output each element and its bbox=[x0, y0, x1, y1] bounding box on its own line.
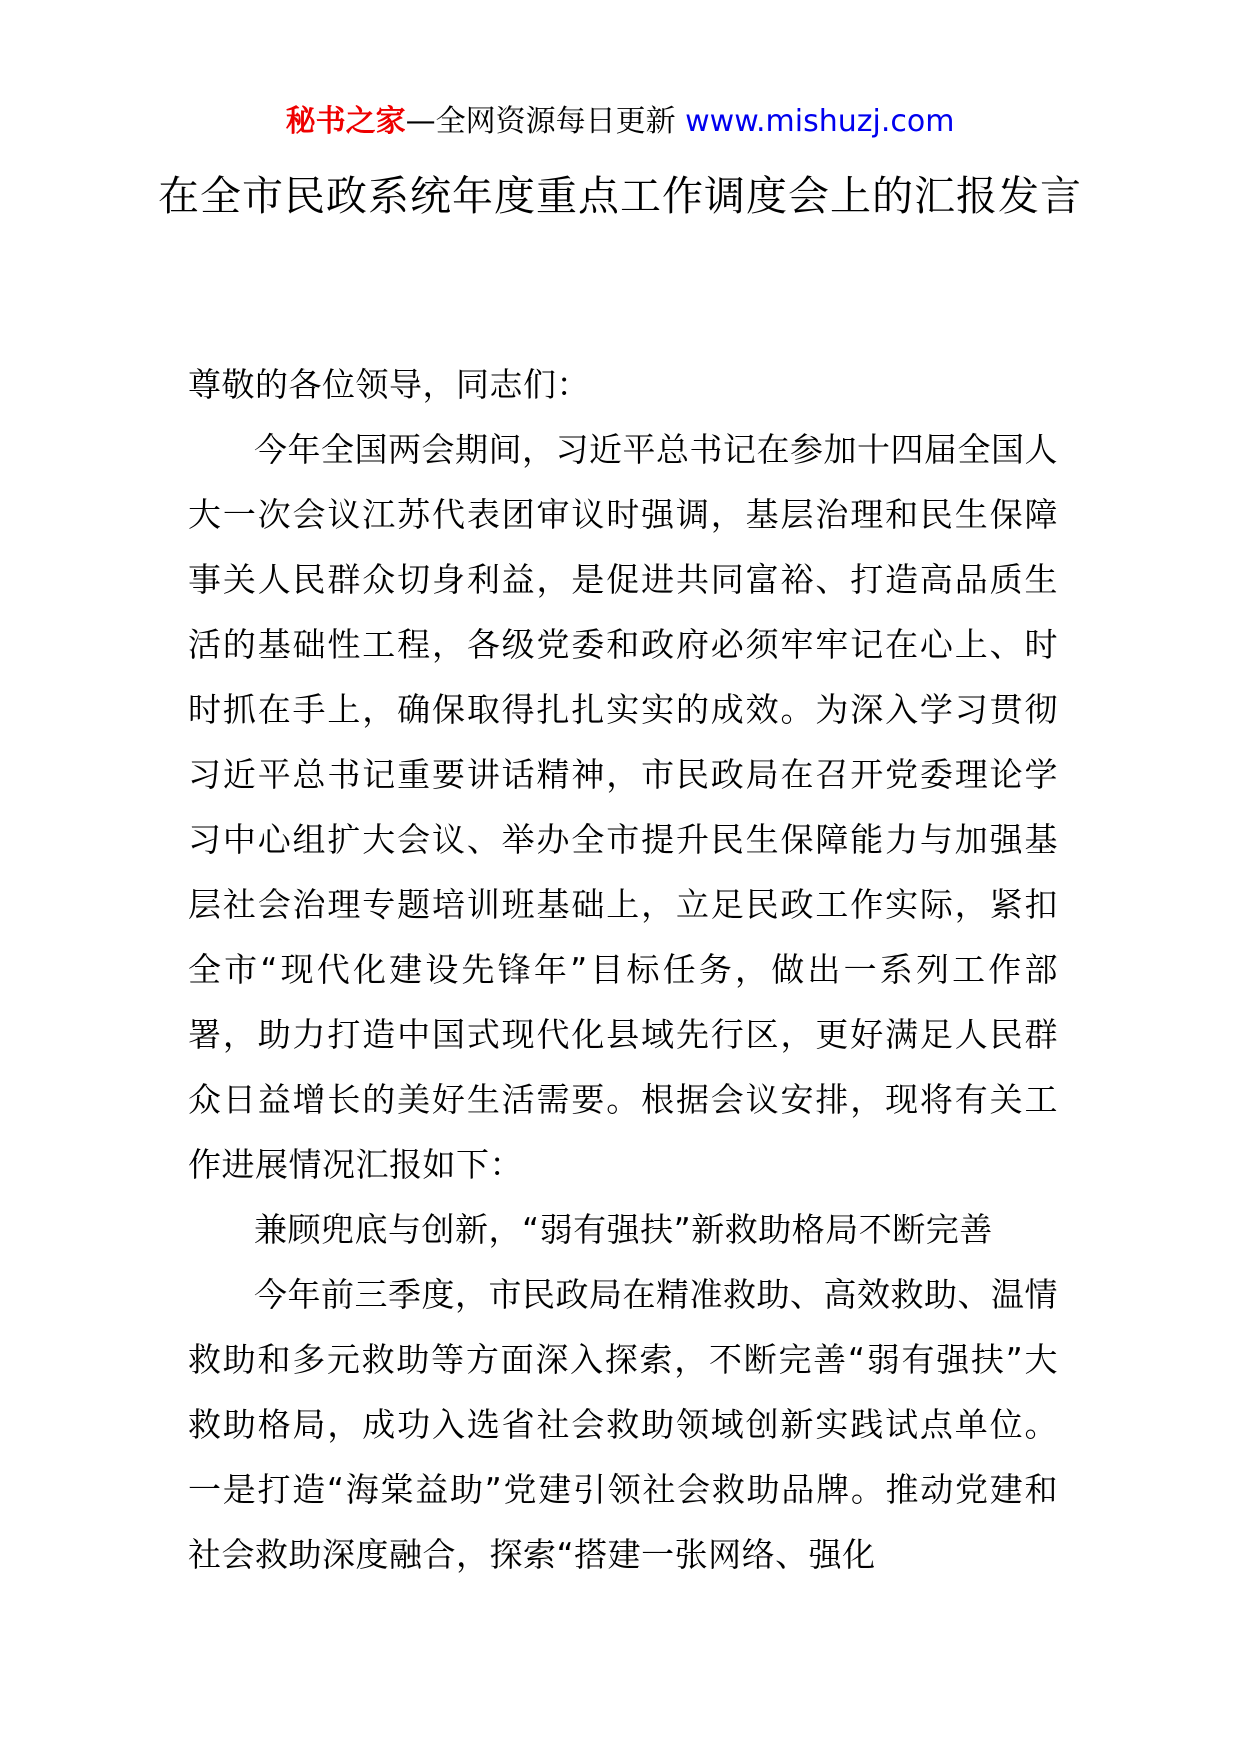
salutation: 尊敬的各位领导，同志们： bbox=[188, 365, 590, 404]
body-paragraph: 今年前三季度，市民政局在精准救助、高效救助、温情救助和多元救助等方面深入探索，不断完善“弱有强扶”大救助格局，成功入选省社会救助领域创新实践试点单位。一是打造“海棠益助”党建引领社会救助品牌。推动党建和社会救助深度融合，探索“搭建一张网络、强化 bbox=[188, 1275, 1058, 1574]
source-header bbox=[0, 100, 1240, 144]
section-heading: 兼顾兜底与创新，“弱有强扶”新救助格局不断完善 bbox=[254, 1210, 993, 1249]
document-title: 在全市民政系统年度重点工作调度会上的汇报发言 bbox=[158, 172, 1082, 220]
header-tagline: —全网资源每日更新 bbox=[405, 104, 686, 139]
site-url-link[interactable]: www.mishuzj.com bbox=[685, 104, 955, 139]
document-body bbox=[188, 352, 1058, 1587]
brand-name: 秘书之家 bbox=[285, 104, 406, 139]
body-paragraph: 今年全国两会期间，习近平总书记在参加十四届全国人大一次会议江苏代表团审议时强调，基层治理和民生保障事关人民群众切身利益，是促进共同富裕、打造高品质生活的基础性工程，各级党委和政府必须牢牢记在心上、时时抓在手上，确保取得扎扎实实的成效。为深入学习贯彻习近平总书记重要讲话精神，市民政局在召开党委理论学习中心组扩大会议、举办全市提升民生保障能力与加强基层社会治理专题培训班基础上，立足民政工作实际，紧扣全市“现代化建设先锋年”目标任务，做出一系列工作部署，助力打造中国式现代化县域先行区，更好满足人民群众日益增长的美好生活需要。根据会议安排，现将有关工作进展情况汇报如下： bbox=[188, 430, 1058, 1184]
